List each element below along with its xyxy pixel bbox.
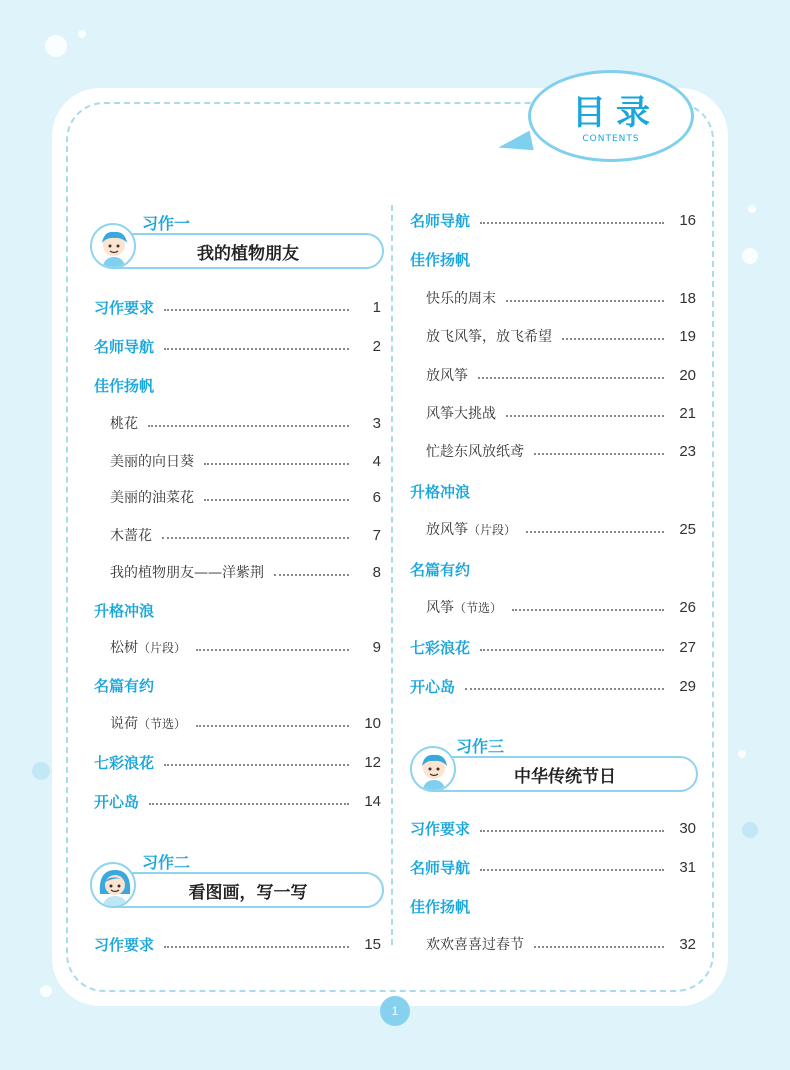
leader-dots (196, 725, 349, 727)
decor-bubble (45, 35, 67, 57)
toc-row[interactable]: 美丽的油菜花 6 (110, 488, 381, 506)
toc-section: 名篇有约 (94, 676, 155, 695)
toc-row[interactable]: 名师导航 16 (410, 211, 696, 230)
chapter-label: 习作二 (142, 853, 191, 872)
column-divider (391, 205, 393, 945)
toc-row[interactable]: 风筝（节选） 26 (426, 598, 696, 616)
page-number: 1 (380, 996, 410, 1026)
toc-row[interactable]: 美丽的向日葵 4 (110, 452, 381, 470)
leader-dots (164, 764, 349, 766)
toc-row[interactable]: 名师导航 31 (410, 858, 696, 877)
boy-avatar-icon (410, 746, 456, 792)
leader-dots (534, 946, 664, 948)
toc-section: 佳作扬帆 (410, 897, 471, 916)
toc-row[interactable]: 七彩浪花 12 (94, 753, 381, 772)
chapter-heading (90, 850, 382, 910)
decor-bubble (748, 205, 756, 213)
toc-row[interactable]: 放风筝 20 (426, 366, 696, 384)
decor-bubble (78, 30, 86, 38)
leader-dots (204, 499, 349, 501)
toc-row[interactable]: 桃花 3 (110, 414, 381, 432)
toc-row[interactable]: 习作要求 30 (410, 819, 696, 838)
leader-dots (526, 531, 664, 533)
toc-section: 名篇有约 (410, 560, 471, 579)
leader-dots (480, 830, 664, 832)
decor-bubble (32, 762, 50, 780)
leader-dots (512, 609, 664, 611)
toc-row[interactable]: 风筝大挑战 21 (426, 404, 696, 422)
chapter-label: 习作一 (142, 214, 191, 233)
toc-row[interactable]: 习作要求 15 (94, 935, 381, 954)
decor-bubble (40, 985, 52, 997)
leader-dots (149, 803, 349, 805)
toc-row[interactable]: 放风筝（片段） 25 (426, 520, 696, 538)
leader-dots (506, 415, 664, 417)
leader-dots (478, 377, 664, 379)
toc-row[interactable]: 名师导航 2 (94, 337, 381, 356)
leader-dots (164, 309, 349, 311)
toc-row[interactable]: 放飞风筝，放飞希望 19 (426, 327, 696, 345)
toc-section: 佳作扬帆 (410, 250, 471, 269)
toc-row[interactable]: 开心岛 14 (94, 792, 381, 811)
leader-dots (506, 300, 664, 302)
girl-avatar-icon (90, 862, 136, 908)
leader-dots (480, 869, 664, 871)
toc-section: 升格冲浪 (94, 601, 155, 620)
decor-bubble (738, 750, 746, 758)
chapter-label: 习作三 (456, 737, 505, 756)
chapter-title-bar (112, 872, 384, 908)
chapter-title-bar (432, 756, 698, 792)
leader-dots (274, 574, 349, 576)
chapter-title: 我的植物朋友 (197, 243, 299, 264)
leader-dots (162, 537, 349, 539)
toc-section: 佳作扬帆 (94, 376, 155, 395)
toc-row[interactable]: 开心岛 29 (410, 677, 696, 696)
leader-dots (204, 463, 349, 465)
leader-dots (480, 222, 664, 224)
leader-dots (148, 425, 349, 427)
chapter-heading (90, 211, 382, 271)
leader-dots (196, 649, 349, 651)
leader-dots (480, 649, 664, 651)
decor-bubble (742, 822, 758, 838)
toc-row[interactable]: 快乐的周末 18 (426, 289, 696, 307)
toc-row[interactable]: 我的植物朋友——洋紫荆 8 (110, 563, 381, 581)
toc-row[interactable]: 七彩浪花 27 (410, 638, 696, 657)
leader-dots (164, 946, 349, 948)
toc-section: 升格冲浪 (410, 482, 471, 501)
chapter-title: 看图画，写一写 (188, 882, 308, 903)
page-title: 目录 (572, 93, 660, 133)
toc-row[interactable]: 说荷（节选） 10 (110, 714, 381, 732)
chapter-heading (410, 734, 698, 794)
title-bubble (528, 70, 694, 162)
decor-bubble (742, 248, 758, 264)
leader-dots (534, 453, 664, 455)
leader-dots (465, 688, 664, 690)
toc-row[interactable]: 习作要求 1 (94, 298, 381, 317)
toc-row[interactable]: 松树（片段） 9 (110, 638, 381, 656)
leader-dots (164, 348, 349, 350)
leader-dots (562, 338, 664, 340)
boy-avatar-icon (90, 223, 136, 269)
toc-row[interactable]: 欢欢喜喜过春节 32 (426, 935, 696, 953)
page-subtitle: CONTENTS (582, 134, 640, 144)
toc-row[interactable]: 忙趁东风放纸鸢 23 (426, 442, 696, 460)
toc-row[interactable]: 木蔷花 7 (110, 526, 381, 544)
chapter-title-bar (112, 233, 384, 269)
chapter-title: 中华传统节日 (514, 766, 616, 787)
